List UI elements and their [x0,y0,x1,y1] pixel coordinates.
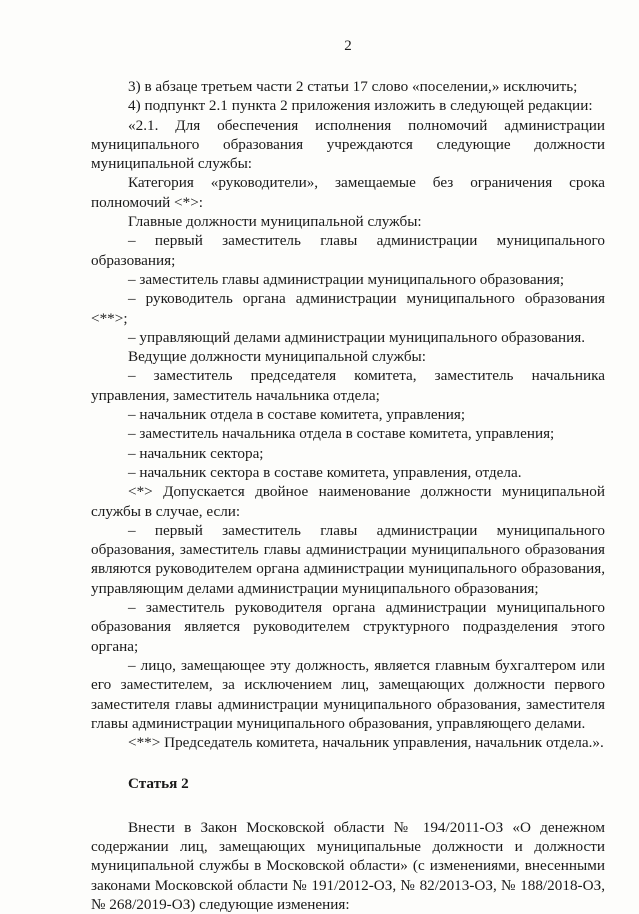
paragraph: Ведущие должности муниципальной службы: [128,348,426,366]
list-item: – заместитель председателя комитета, заместитель начальника управления, заместитель начальника отдела; [91,367,605,404]
list-item: – первый заместитель главы администрации муниципального образования, заместитель главы администрации муниципального образования являются руководителем органа администрации муниципального образования, управляющим делами администрации муниципального образования; [91,521,605,597]
article-heading: Статья 2 [128,775,189,793]
list-item: – начальник сектора в составе комитета, управления, отдела. [128,463,522,481]
paragraph: Главные должности муниципальной службы: [128,213,422,231]
footnote: <*> Допускается двойное наименование должности муниципальной службы в случае, если: [91,483,605,520]
list-item: – начальник отдела в составе комитета, управления; [128,406,466,424]
paragraph: Внести в Закон Московской области № 194/2011-ОЗ «О денежном содержании лиц, замещающих муниципальные должности и должности муниципальной службы в Московской области» (с изменениями, внесенными законами Московской области № 191/2012-ОЗ, № 82/2013-ОЗ, № 188/2018-ОЗ, № 268/2019-ОЗ) следующие изменения: [91,818,605,913]
list-item: – начальник сектора; [128,444,264,462]
list-item: – руководитель органа администрации муниципального образования <**>; [91,290,605,327]
paragraph: 3) в абзаце третьем части 2 статьи 17 слово «поселении,» исключить; [128,78,578,95]
document-body [91,77,605,914]
paragraph: 4) подпункт 2.1 пункта 2 приложения изложить в следующей редакции: [128,97,593,115]
footnote: <**> Председатель комитета, начальник управления, начальник отдела.». [128,734,604,752]
list-item: – лицо, замещающее эту должность, является главным бухгалтером или его заместителем, за исключением лиц, замещающих должности первого заместителя главы администрации муниципального образования, заместителя главы администрации муниципального образования, управляющего делами. [91,656,605,732]
list-item: – управляющий делами администрации муниципального образования. [128,328,586,346]
paragraph: «2.1. Для обеспечения исполнения полномочий администрации муниципального образования учреждаются следующие должности муниципальной службы: [91,116,605,173]
list-item: – заместитель главы администрации муниципального образования; [128,270,565,288]
list-item: – заместитель руководителя органа администрации муниципального образования является руководителем структурного подразделения этого органа; [91,599,605,655]
list-item: – первый заместитель главы администрации муниципального образования; [91,232,605,269]
list-item: – заместитель начальника отдела в составе комитета, управления; [128,425,555,443]
paragraph: Категория «руководители», замещаемые без ограничения срока полномочий <*>: [91,174,605,211]
page-number: 2 [344,38,352,54]
